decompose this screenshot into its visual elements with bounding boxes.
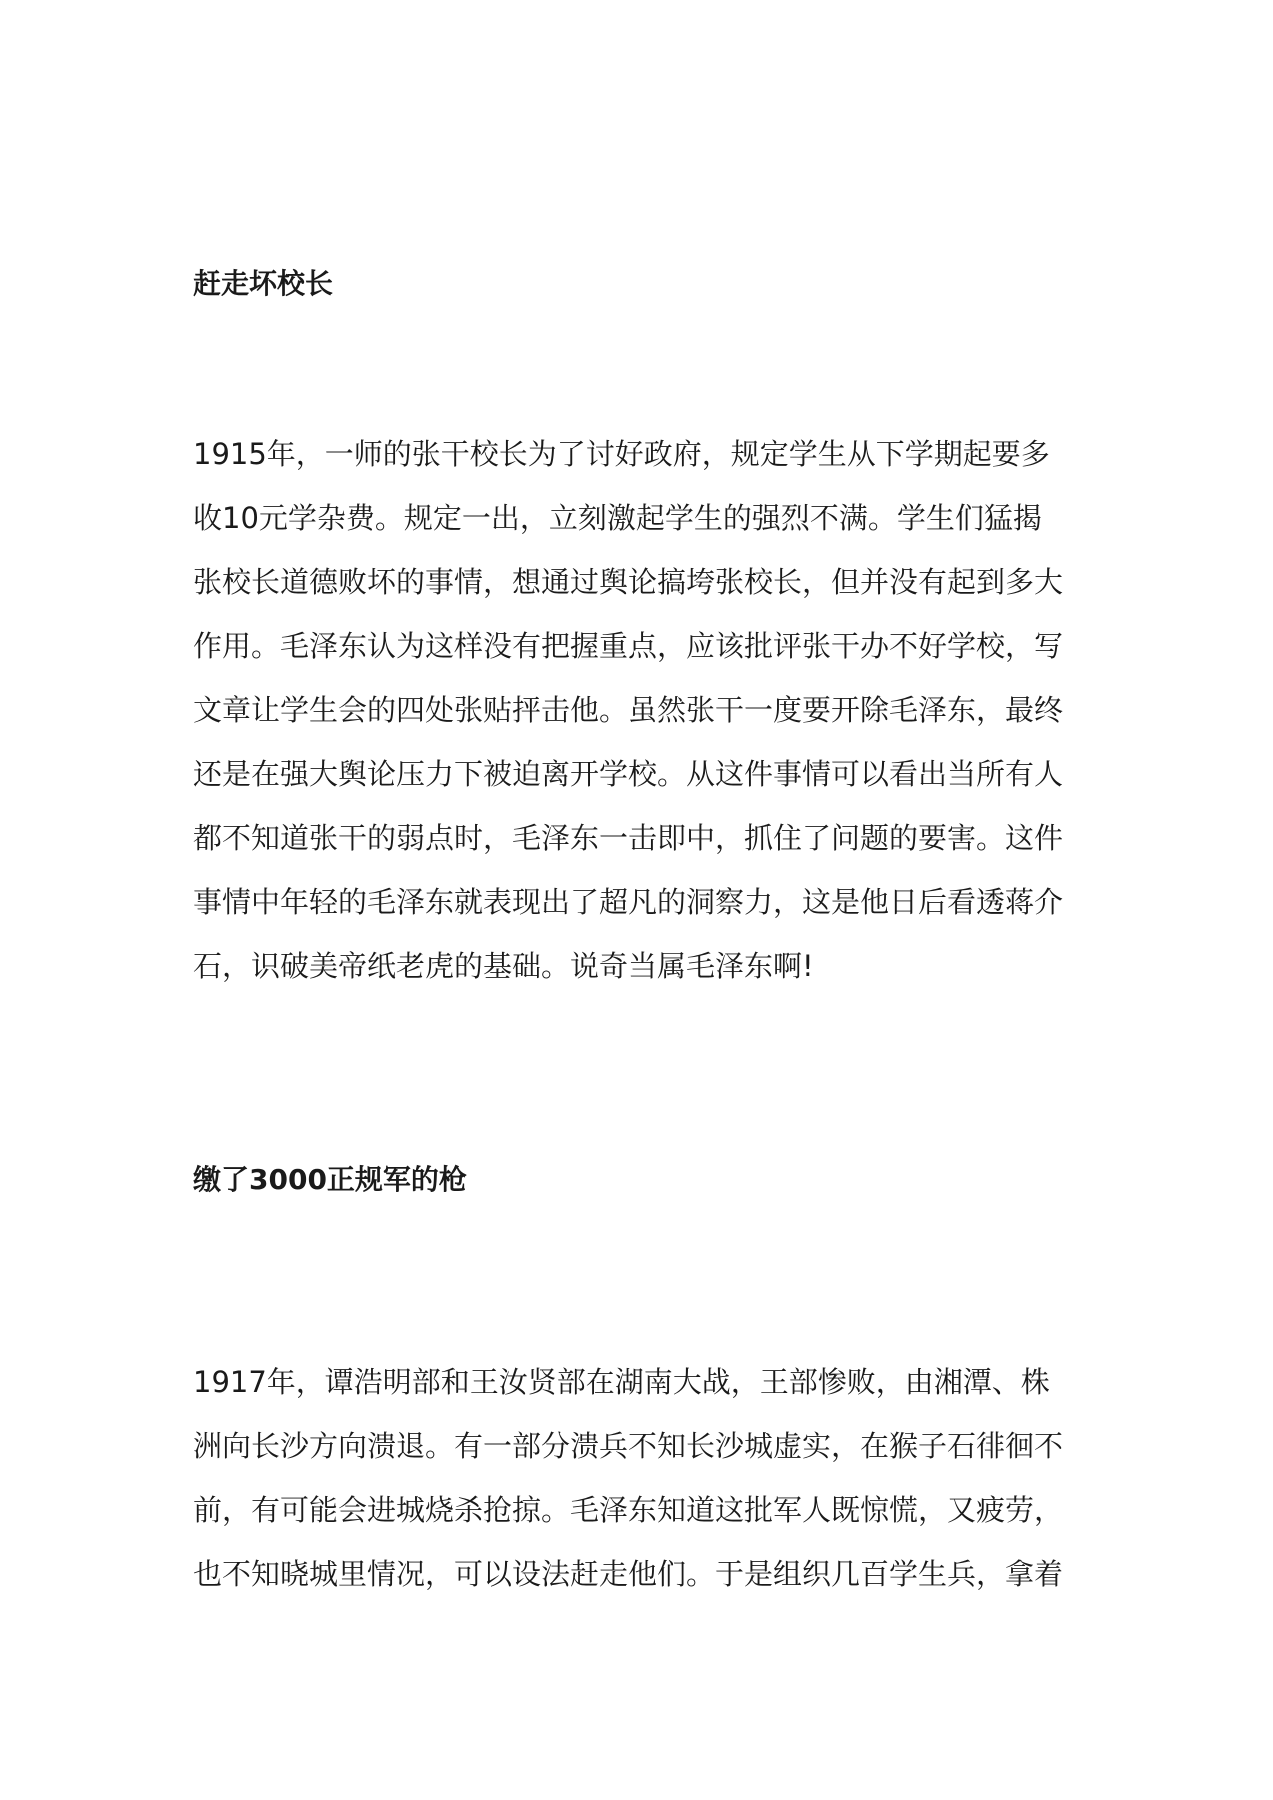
section-heading-2: 缴了3000正规军的枪 xyxy=(193,1163,467,1196)
section-heading-1: 赶走坏校长 xyxy=(193,267,334,300)
paragraph-line: 1917年，谭浩明部和王汝贤部在湖南大战，王部惨败，由湘潭、株 xyxy=(193,1365,1050,1399)
paragraph-line: 作用。毛泽东认为这样没有把握重点，应该批评张干办不好学校，写 xyxy=(193,629,1064,663)
paragraph-line: 文章让学生会的四处张贴抨击他。虽然张干一度要开除毛泽东，最终 xyxy=(193,693,1064,727)
section-paragraph-2 xyxy=(193,1350,1093,1606)
paragraph-line: 都不知道张干的弱点时，毛泽东一击即中，抓住了问题的要害。这件 xyxy=(193,821,1064,855)
paragraph-line: 前，有可能会进城烧杀抢掠。毛泽东知道这批军人既惊慌，又疲劳， xyxy=(193,1493,1064,1527)
paragraph-line: 也不知晓城里情况，可以设法赶走他们。于是组织几百学生兵，拿着 xyxy=(193,1557,1064,1591)
paragraph-line: 洲向长沙方向溃退。有一部分溃兵不知长沙城虚实，在猴子石徘徊不 xyxy=(193,1429,1064,1463)
paragraph-line: 张校长道德败坏的事情，想通过舆论搞垮张校长，但并没有起到多大 xyxy=(193,565,1064,599)
paragraph-line: 事情中年轻的毛泽东就表现出了超凡的洞察力，这是他日后看透蒋介 xyxy=(193,885,1064,919)
paragraph-line: 石，识破美帝纸老虎的基础。说奇当属毛泽东啊! xyxy=(193,949,814,983)
paragraph-line: 还是在强大舆论压力下被迫离开学校。从这件事情可以看出当所有人 xyxy=(193,757,1064,791)
paragraph-line: 收10元学杂费。规定一出，立刻激起学生的强烈不满。学生们猛揭 xyxy=(193,501,1042,535)
paragraph-line: 1915年，一师的张干校长为了讨好政府，规定学生从下学期起要多 xyxy=(193,437,1050,471)
section-paragraph-1 xyxy=(193,422,1093,998)
